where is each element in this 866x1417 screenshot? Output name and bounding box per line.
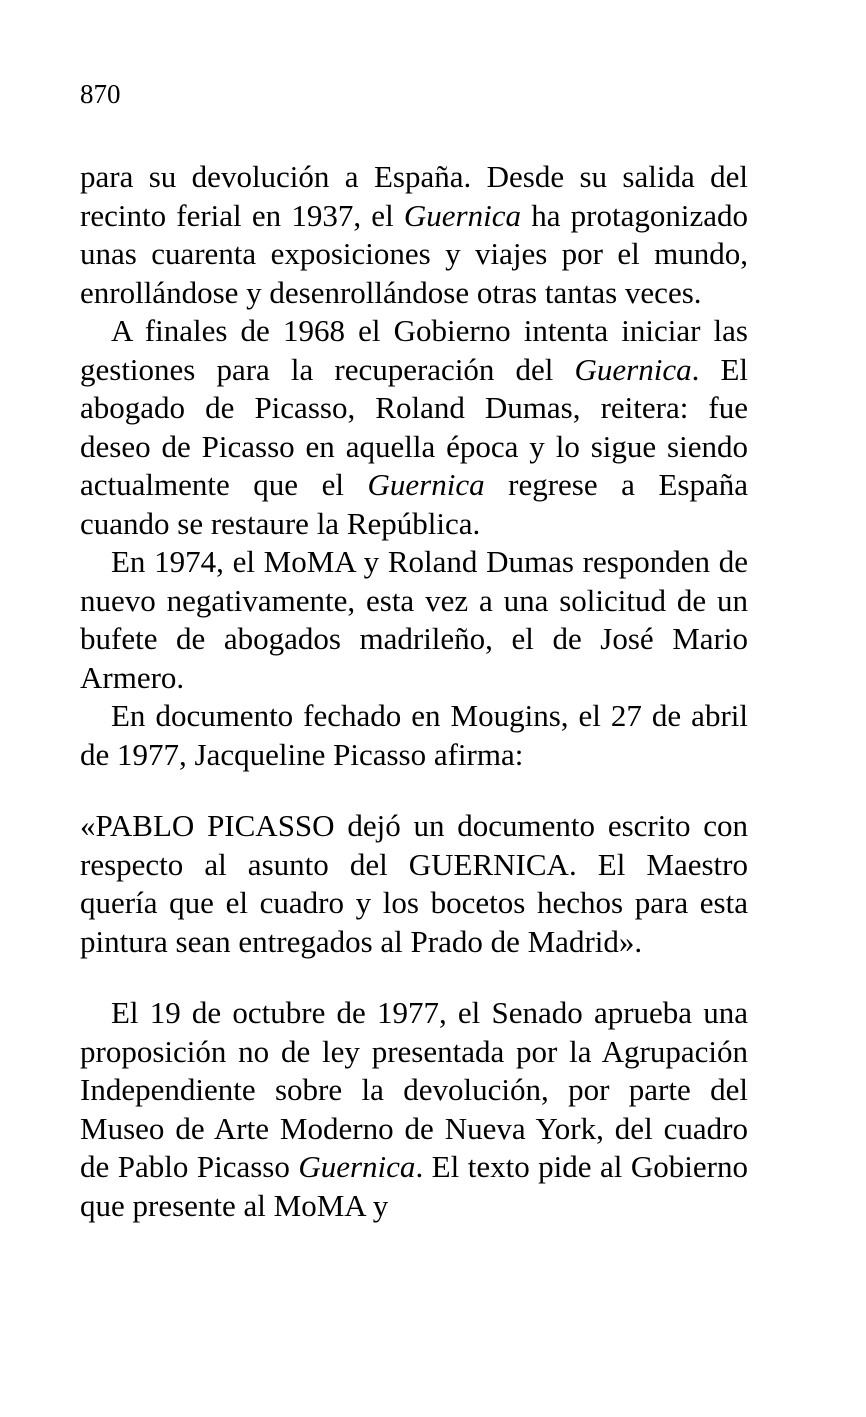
paragraph-1968-request <box>80 312 748 543</box>
artwork-title: Guernica <box>574 351 692 387</box>
paragraph-text: regrese a España cuando se restaure la República. <box>80 467 748 541</box>
paragraph-text: A finales de 1968 el Gobierno intenta iniciar las gestiones para la recuperación del <box>80 313 748 387</box>
paragraph-text: . El texto pide al Gobierno que presente al MoMA y <box>80 1149 748 1223</box>
block-quote: «PABLO PICASSO dejó un documento escrito con respecto al asunto del GUERNICA. El Maestro quería que el cuadro y los bocetos hechos para esta pintura sean entregados al Prado de Madrid». <box>80 808 748 959</box>
paragraph-mougins-document: En documento fechado en Mougins, el 27 de abril de 1977, Jacqueline Picasso afirma: <box>80 698 748 772</box>
paragraph-text: . El abogado de Picasso, Roland Dumas, reitera: fue deseo de Picasso en aquella época y lo sigue siendo actualmente que el <box>80 351 748 502</box>
artwork-title: Guernica <box>403 197 521 233</box>
paragraph-text: El 19 de octubre de 1977, el Senado aprueba una proposición no de ley presentada por la Agrupación Independiente sobre la devolución, por parte del Museo de Arte Moderno de Nueva York, del cuadro de Pablo Picasso <box>80 995 748 1184</box>
page-number: 870 <box>80 79 121 109</box>
artwork-title: Guernica <box>298 1149 416 1184</box>
paragraph-return-to-spain <box>80 158 748 312</box>
paragraph-text: ha protagonizado unas cuarenta exposiciones y viajes por el mundo, enrollándose y desenrollándose otras tantas veces. <box>80 197 748 310</box>
paragraph-text: para su devolución a España. Desde su salida del recinto ferial en 1937, el <box>80 159 748 233</box>
body-text <box>80 158 748 1225</box>
paragraph-senate-1977 <box>80 994 748 1225</box>
paragraph-1974-response: En 1974, el MoMA y Roland Dumas responden de nuevo negativamente, esta vez a una solicitud de un bufete de abogados madrileño, el de José Mario Armero. <box>80 544 748 695</box>
artwork-title: Guernica <box>367 467 485 502</box>
